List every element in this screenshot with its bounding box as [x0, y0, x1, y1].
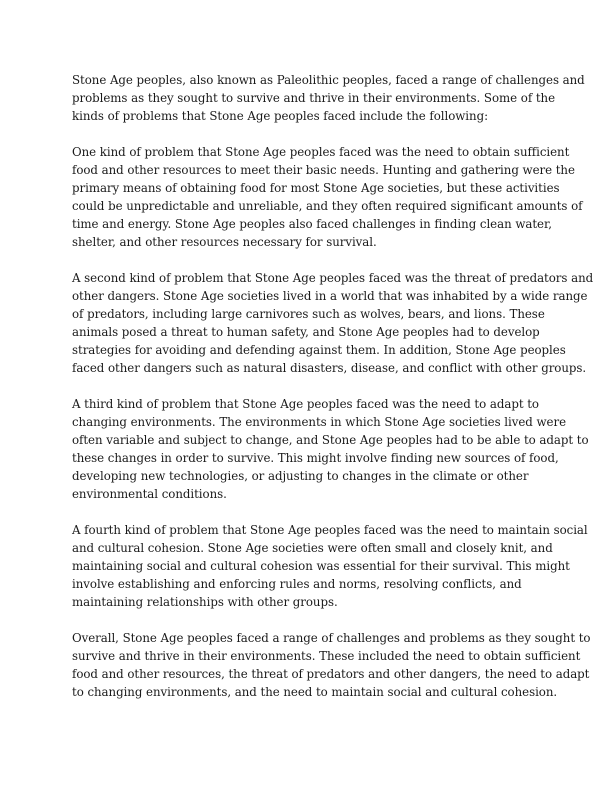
paragraph-6	[72, 629, 591, 701]
text-line: maintaining relationships with other groups.	[72, 595, 338, 609]
text-line: food and other resources to meet their basic needs. Hunting and gathering were the	[72, 163, 575, 177]
text-line: changing environments. The environments in which Stone Age societies lived were	[72, 415, 566, 429]
paragraph-1	[72, 71, 585, 125]
text-line: survive and thrive in their environments. These included the need to obtain sufficient	[72, 649, 581, 663]
text-line: kinds of problems that Stone Age peoples faced include the following:	[72, 109, 488, 123]
paragraph-4	[72, 395, 589, 503]
text-line: Overall, Stone Age peoples faced a range of challenges and problems as they sought to	[72, 631, 591, 645]
text-line: food and other resources, the threat of predators and other dangers, the need to adapt	[72, 667, 590, 681]
text-line: developing new technologies, or adjusting to changes in the climate or other	[72, 469, 529, 483]
text-line: shelter, and other resources necessary for survival.	[72, 235, 377, 249]
text-line: A second kind of problem that Stone Age peoples faced was the threat of predators and	[72, 271, 594, 285]
text-line: and cultural cohesion. Stone Age societies were often small and closely knit, and	[72, 541, 553, 555]
text-line: A fourth kind of problem that Stone Age peoples faced was the need to maintain social	[72, 523, 588, 537]
text-line: problems as they sought to survive and thrive in their environments. Some of the	[72, 91, 556, 105]
text-line: time and energy. Stone Age peoples also faced challenges in finding clean water,	[72, 217, 552, 231]
document-body	[72, 71, 594, 719]
text-line: involve establishing and enforcing rules and norms, resolving conflicts, and	[72, 577, 522, 591]
text-line: other dangers. Stone Age societies lived in a world that was inhabited by a wide range	[72, 289, 588, 303]
text-line: strategies for avoiding and defending against them. In addition, Stone Age peoples	[72, 343, 566, 357]
text-line: Stone Age peoples, also known as Paleolithic peoples, faced a range of challenges and	[72, 73, 585, 87]
text-line: primary means of obtaining food for most Stone Age societies, but these activities	[72, 181, 560, 195]
text-line: One kind of problem that Stone Age peoples faced was the need to obtain sufficient	[72, 145, 570, 159]
text-line: animals posed a threat to human safety, and Stone Age peoples had to develop	[72, 325, 540, 339]
text-line: could be unpredictable and unreliable, and they often required significant amounts of	[72, 199, 583, 213]
text-line: these changes in order to survive. This might involve finding new sources of food,	[72, 451, 559, 465]
text-line: of predators, including large carnivores such as wolves, bears, and lions. These	[72, 307, 545, 321]
paragraph-2	[72, 143, 583, 251]
paragraph-5	[72, 521, 588, 611]
text-line: environmental conditions.	[72, 487, 227, 501]
text-line: often variable and subject to change, and Stone Age peoples had to be able to adapt to	[72, 433, 589, 447]
text-line: A third kind of problem that Stone Age peoples faced was the need to adapt to	[72, 397, 539, 411]
paragraph-3	[72, 269, 594, 377]
text-line: to changing environments, and the need to maintain social and cultural cohesion.	[72, 685, 558, 699]
text-line: maintaining social and cultural cohesion was essential for their survival. This might	[72, 559, 570, 573]
text-line: faced other dangers such as natural disasters, disease, and conflict with other groups.	[72, 361, 587, 375]
